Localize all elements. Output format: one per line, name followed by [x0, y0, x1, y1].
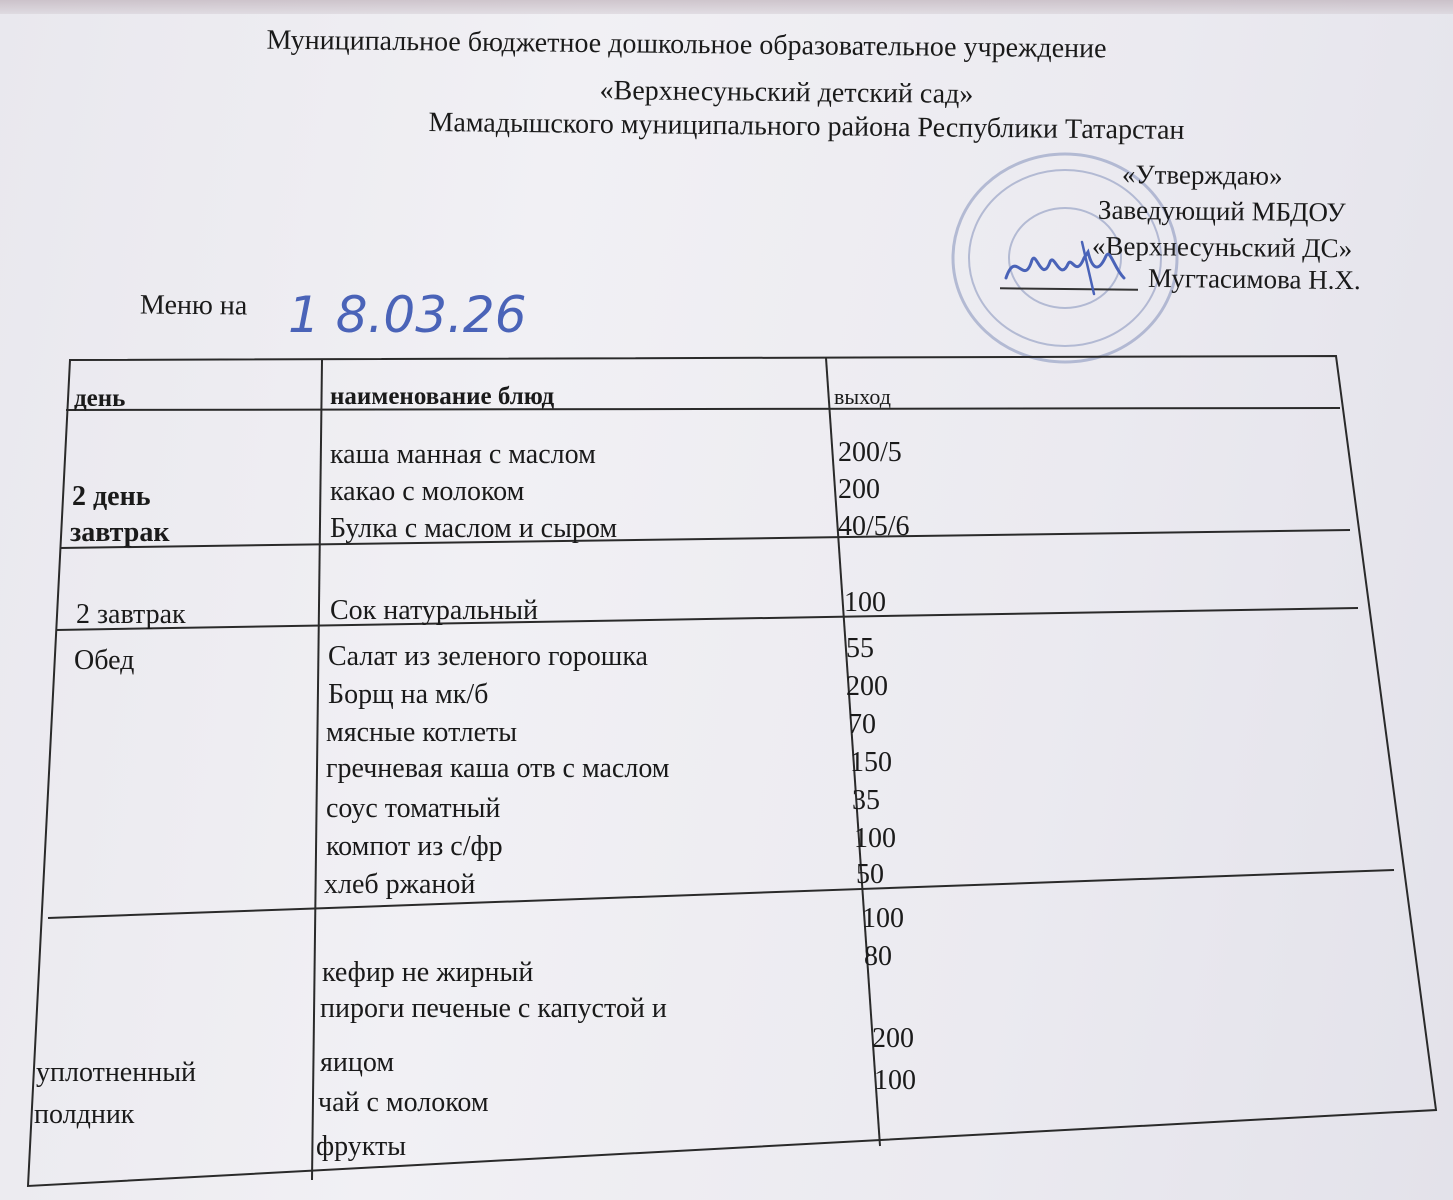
- portion-value: 55: [846, 633, 874, 664]
- row-divider-1: [66, 408, 1340, 410]
- row-day-line: 2 завтрак: [76, 599, 186, 630]
- row-day-line: 2 день: [72, 481, 151, 512]
- row-divider-3: [56, 608, 1358, 630]
- portion-value: 200: [846, 671, 888, 702]
- portion-value: 40/5/6: [838, 511, 910, 542]
- menu-label: Меню на: [139, 289, 248, 322]
- portion-value: 50: [856, 859, 884, 890]
- dish-item: каша манная с маслом: [330, 439, 596, 470]
- institution-name-line2: «Верхнесуньский детский сад»: [599, 75, 974, 110]
- row-divider-2: [60, 530, 1350, 548]
- row-day-line: полдник: [34, 1099, 135, 1130]
- dish-item: Булка с маслом и сыром: [330, 513, 618, 544]
- portion-value: 100: [844, 587, 886, 618]
- portion-value: 150: [850, 747, 892, 778]
- column-header-portion: выход: [834, 384, 891, 409]
- portion-value: 70: [848, 709, 876, 740]
- portion-value: 200: [872, 1023, 914, 1054]
- dish-item: кефир не жирный: [322, 957, 534, 988]
- dish-item: яицом: [320, 1047, 395, 1078]
- portion-value: 80: [864, 941, 892, 972]
- row-divider-4: [48, 870, 1394, 918]
- row-day-line: Обед: [74, 645, 135, 676]
- institution-name-line1: Муниципальное бюджетное дошкольное образовательное учреждение: [266, 24, 1107, 65]
- dish-item: Сок натуральный: [330, 595, 539, 626]
- portion-value: 100: [854, 823, 896, 854]
- approval-position: Заведующий МБДОУ: [1097, 194, 1346, 228]
- dish-item: мясные котлеты: [326, 717, 518, 748]
- row-day-line: завтрак: [70, 517, 170, 548]
- dish-item: соус томатный: [326, 793, 501, 824]
- portion-value: 100: [862, 903, 904, 934]
- table-outer-border: [28, 356, 1436, 1186]
- menu-date-text: 1 8.03.26: [288, 286, 527, 344]
- column-header-dish: наименование блюд: [330, 383, 555, 410]
- dish-item: гречневая каша отв с маслом: [326, 753, 670, 784]
- portion-value: 200/5: [838, 437, 902, 468]
- approval-organization: «Верхнесуньский ДС»: [1091, 230, 1353, 264]
- dish-item: чай с молоком: [318, 1087, 489, 1118]
- approval-title: «Утверждаю»: [1121, 159, 1283, 191]
- institution-name-line3: Мамадышского муниципального района Республики Татарстан: [428, 107, 1185, 146]
- dish-item: Салат из зеленого горошка: [328, 641, 648, 672]
- column-header-day: день: [74, 385, 126, 412]
- dish-item: Борщ на мк/б: [328, 679, 489, 710]
- row-day-line: уплотненный: [36, 1057, 197, 1088]
- dish-item: хлеб ржаной: [324, 869, 476, 900]
- dish-item: пироги печеные с капустой и: [320, 993, 667, 1024]
- portion-value: 200: [838, 474, 880, 505]
- approval-signatory: Мугтасимова Н.Х.: [1147, 262, 1361, 296]
- dish-item: компот из с/фр: [326, 831, 503, 862]
- dish-item: фрукты: [316, 1131, 407, 1162]
- portion-value: 100: [874, 1065, 916, 1096]
- portion-value: 35: [852, 785, 880, 816]
- dish-item: какао с молоком: [330, 476, 525, 507]
